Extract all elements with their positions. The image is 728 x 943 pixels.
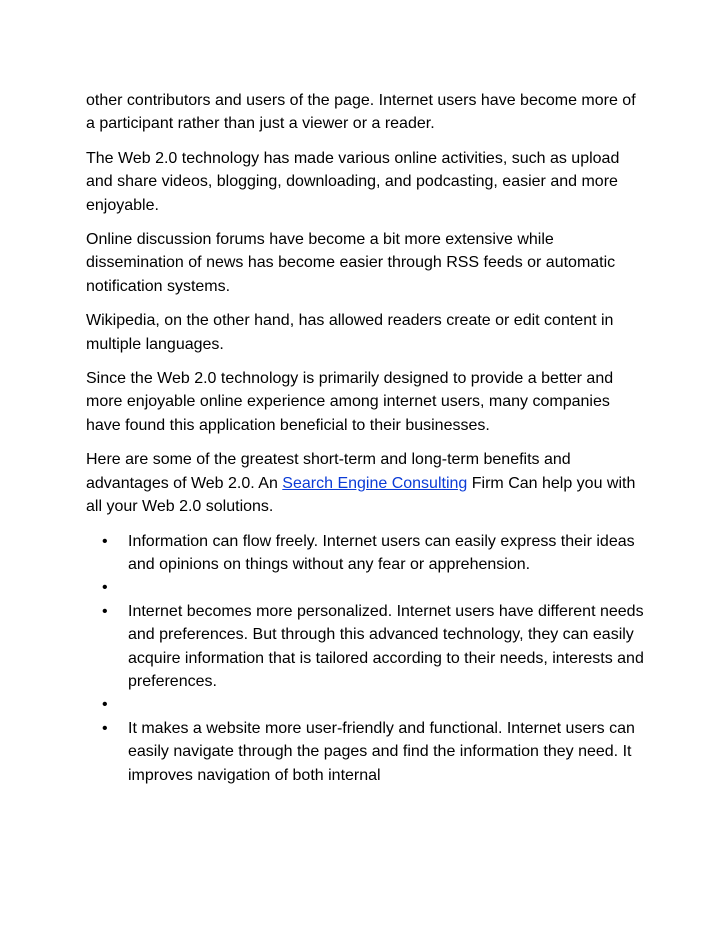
benefits-intro-text: Here are some of the greatest short-term and long-term benefits and advantages of Web 2.0. An	[86, 451, 571, 492]
list-item-text: Internet becomes more personalized. Internet users have different needs and preferences. But through this advanced technology, they can easily acquire information that is tailored according to their needs, interests and preferences.	[128, 602, 644, 690]
bullet-icon: •	[102, 719, 108, 737]
bullet-icon: •	[102, 602, 108, 620]
benefits-list	[86, 530, 646, 787]
list-item	[102, 717, 646, 787]
paragraph-online-activities: The Web 2.0 technology has made various online activities, such as upload and share videos, blogging, downloading, and podcasting, easier and more enjoyable.	[86, 149, 620, 214]
list-item	[102, 600, 646, 694]
bullet-icon: •	[102, 696, 108, 714]
benefits-intro-text-end: Firm Can help you with all your Web 2.0 solutions.	[86, 474, 636, 516]
list-item	[102, 530, 646, 577]
bullet-icon: •	[102, 579, 108, 597]
paragraph-participation: other contributors and users of the page. Internet users have become more of a participant rather than just a viewer or a reader.	[86, 92, 636, 133]
paragraph-benefits-intro	[86, 448, 646, 518]
list-item-empty	[102, 576, 646, 599]
list-item-empty	[102, 693, 646, 716]
document-page	[86, 89, 646, 787]
paragraph-wikipedia: Wikipedia, on the other hand, has allowed readers create or edit content in multiple languages.	[86, 312, 614, 353]
search-engine-consulting-link[interactable]: Search Engine Consulting	[282, 474, 468, 492]
paragraph-discussion-forums: Online discussion forums have become a bit more extensive while dissemination of news has become easier through RSS feeds or automatic notification systems.	[86, 231, 616, 295]
list-item-text: Information can flow freely. Internet users can easily express their ideas and opinions on things without any fear or apprehension.	[128, 532, 635, 573]
bullet-icon: •	[102, 532, 108, 550]
paragraph-business-benefit: Since the Web 2.0 technology is primarily designed to provide a better and more enjoyable online experience among internet users, many companies have found this application beneficial to their businesses.	[86, 370, 614, 434]
list-item-text: It makes a website more user-friendly and functional. Internet users can easily navigate through the pages and find the information they need. It improves navigation of both internal	[128, 719, 635, 784]
